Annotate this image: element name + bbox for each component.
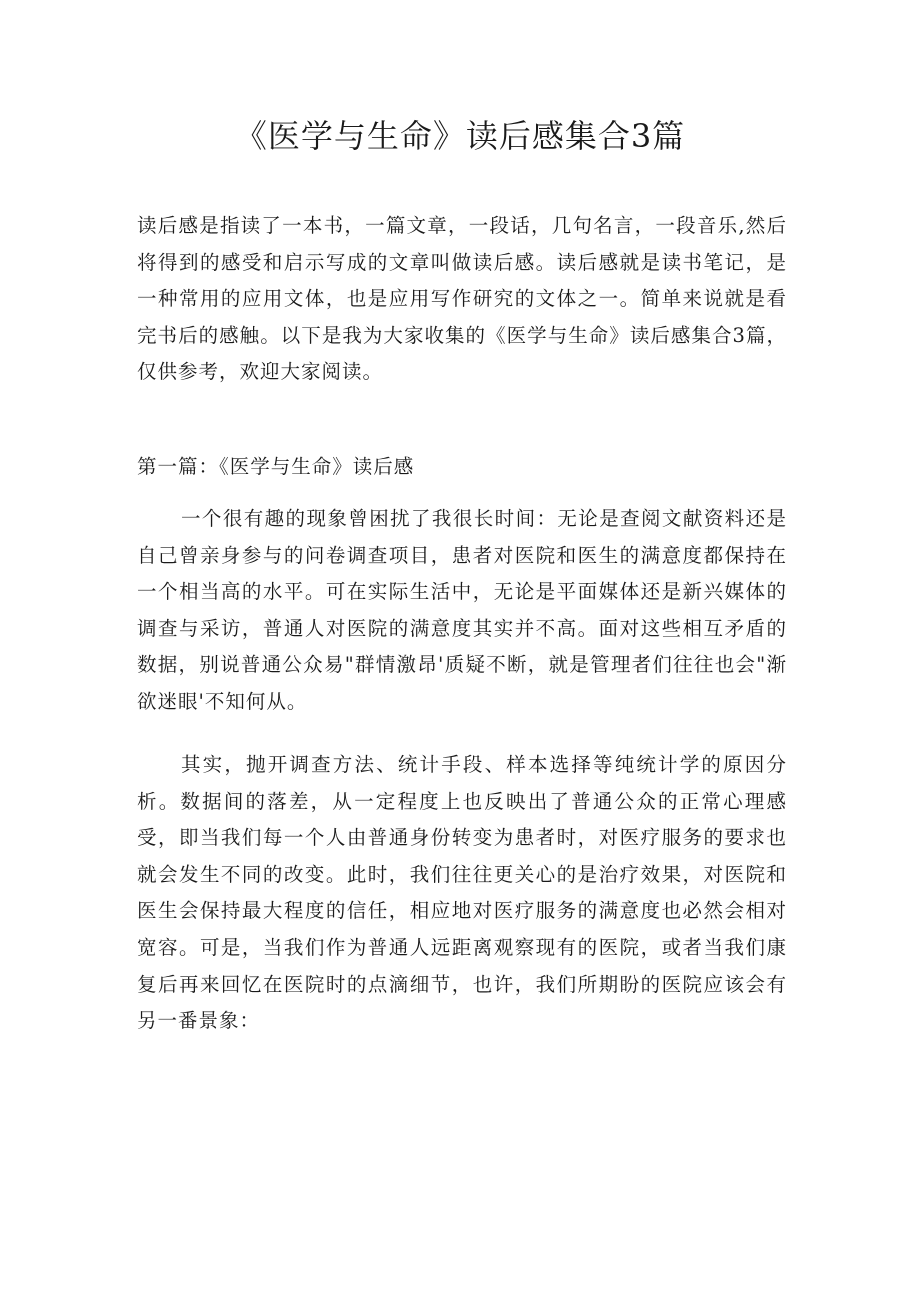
section-heading: 第一篇：《医学与生命》读后感 — [137, 455, 415, 478]
body-paragraph-2: 其实，抛开调查方法、统计手段、样本选择等纯统计学的原因分析。数据间的落差，从一定程度上也反映出了普通公众的正常心理感受，即当我们每一个人由普通身份转变为患者时，对医疗服务的要求也就会发生不同的改变。此时，我们往往更关心的是治疗效果，对医院和医生会保持最大程度的信任，相应地对医疗服务的满意度也必然会相对宽容。可是，当我们作为普通人远距离观察现有的医院，或者当我们康复后再来回忆在医院时的点滴细节，也许，我们所期盼的医院应该会有另一番景象： — [137, 753, 787, 1033]
document-title: 《医学与生命》读后感集合3篇 — [234, 117, 686, 155]
body-paragraph-1: 一个很有趣的现象曾困扰了我很长时间：无论是查阅文献资料还是自己曾亲身参与的问卷调查项目，患者对医院和医生的满意度都保持在一个相当高的水平。可在实际生活中，无论是平面媒体还是新兴媒体的调查与采访，普通人对医院的满意度其实并不高。面对这些相互矛盾的数据，别说普通公众易"群情激昂'质疑不断，就是管理者们往往也会"渐欲迷眼'不知何从。 — [137, 507, 787, 713]
intro-paragraph: 读后感是指读了一本书，一篇文章，一段话，几句名言，一段音乐,然后将得到的感受和启示写成的文章叫做读后感。读后感就是读书笔记，是一种常用的应用文体，也是应用写作研究的文体之一。简单来说就是看完书后的感触。以下是我为大家收集的《医学与生命》读后感集合3篇，仅供参考，欢迎大家阅读。 — [137, 214, 787, 384]
